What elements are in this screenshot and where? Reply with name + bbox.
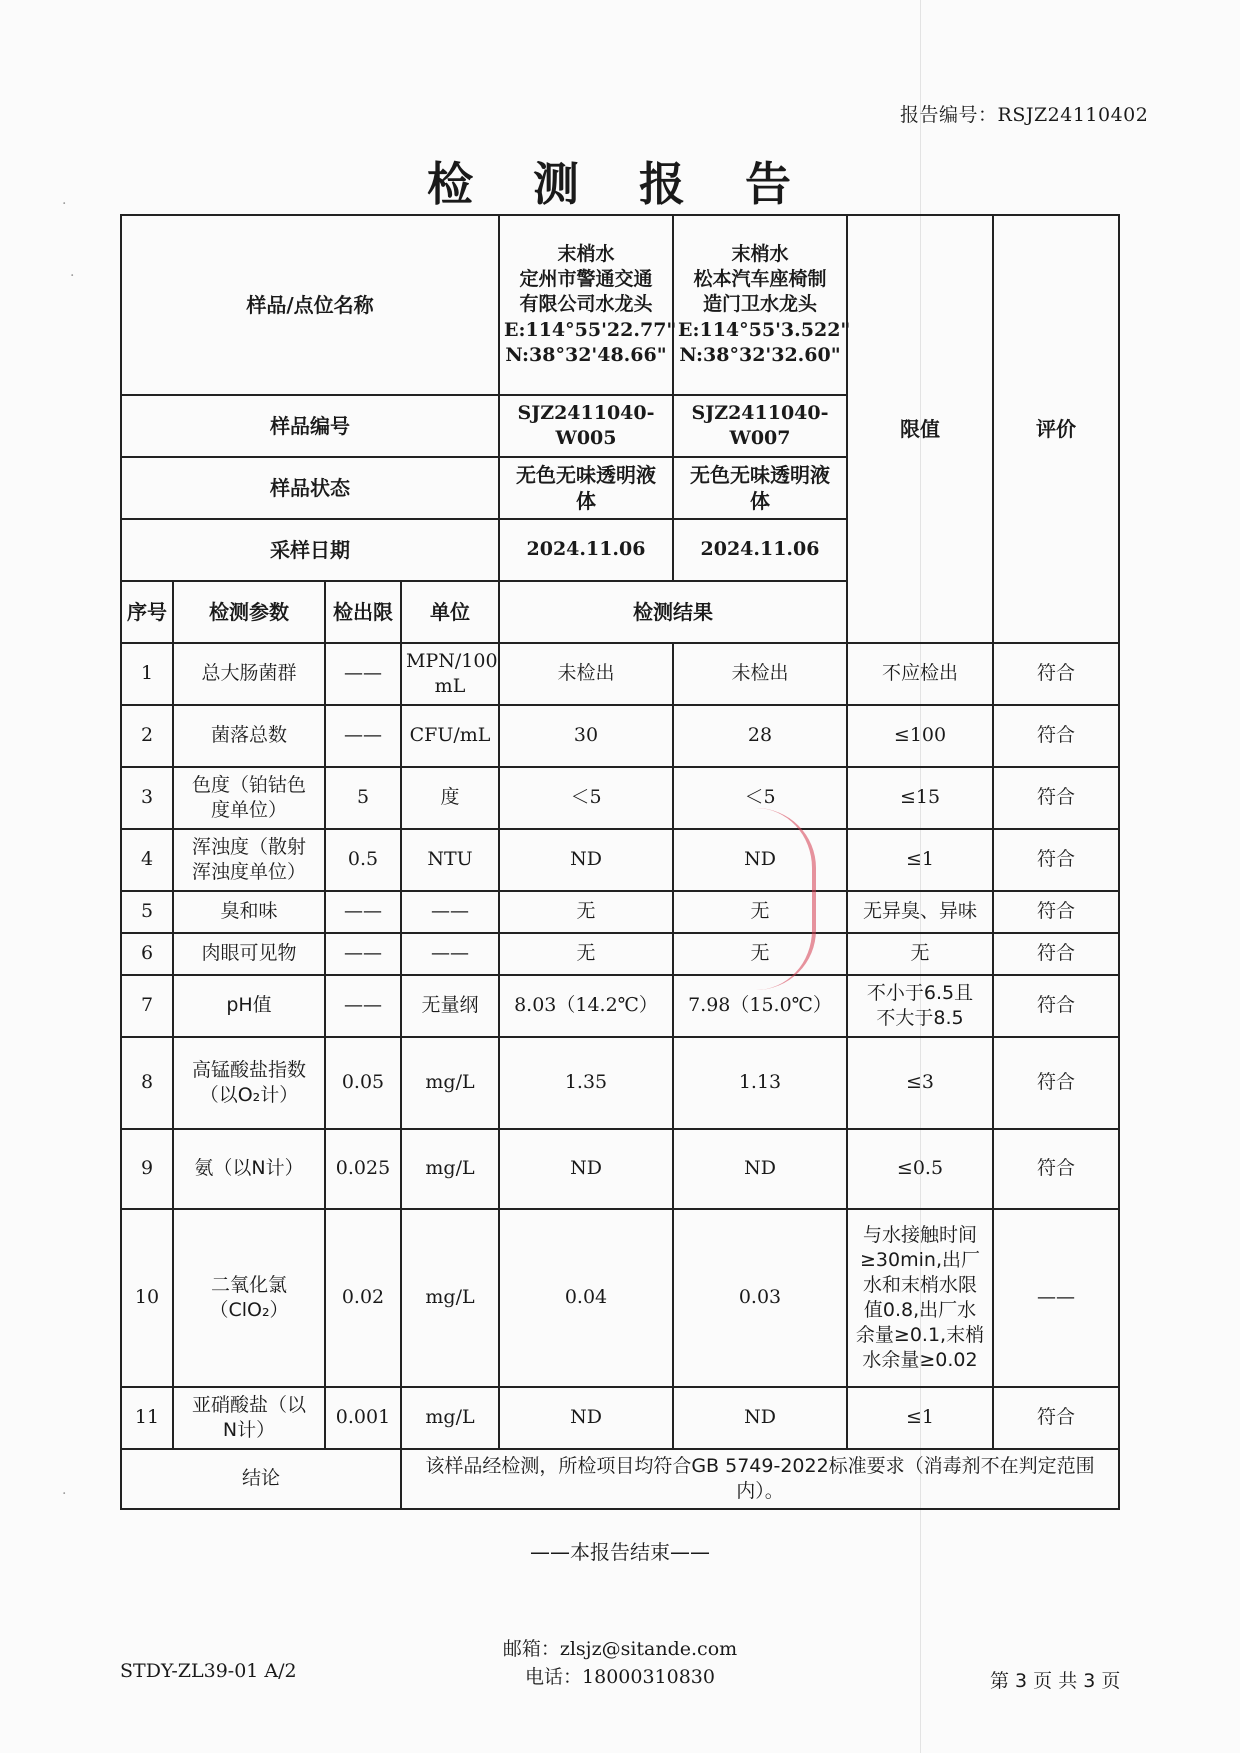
row-result-1: ND	[499, 829, 673, 891]
row-unit: mg/L	[401, 1129, 499, 1209]
page-number: 第 3 页 共 3 页	[990, 1670, 1121, 1692]
row-no: 10	[121, 1209, 173, 1387]
table-row	[121, 1037, 1119, 1129]
row-result-1: 0.04	[499, 1209, 673, 1387]
row-result-2: ND	[673, 1387, 847, 1449]
row-limit: ≤100	[847, 705, 993, 767]
row-param: 氨（以N计）	[173, 1129, 325, 1209]
table-row	[121, 1209, 1119, 1387]
table-row	[121, 705, 1119, 767]
row-unit: mg/L	[401, 1209, 499, 1387]
table-row	[121, 933, 1119, 975]
row-result-1: 30	[499, 705, 673, 767]
row-result-1: ND	[499, 1129, 673, 1209]
row-result-2: 0.03	[673, 1209, 847, 1387]
row-no: 1	[121, 643, 173, 705]
row-result-1: 8.03（14.2℃）	[499, 975, 673, 1037]
row-no: 11	[121, 1387, 173, 1449]
scan-mark: ·	[62, 196, 67, 212]
row-evaluation: 符合	[993, 643, 1119, 705]
email-value: zlsjz@sitande.com	[559, 1638, 738, 1660]
point-name-label: 样品/点位名称	[121, 215, 499, 395]
row-no: 7	[121, 975, 173, 1037]
table-row	[121, 767, 1119, 829]
row-detection-limit: 0.05	[325, 1037, 401, 1129]
row-limit: ≤1	[847, 829, 993, 891]
row-no: 3	[121, 767, 173, 829]
row-unit: NTU	[401, 829, 499, 891]
scan-mark: ·	[70, 268, 75, 284]
row-unit: 度	[401, 767, 499, 829]
row-result-2: 7.98（15.0℃）	[673, 975, 847, 1037]
email-label: 邮箱：	[502, 1638, 560, 1660]
row-limit: 无	[847, 933, 993, 975]
row-param: 色度（铂钴色 度单位）	[173, 767, 325, 829]
row-result-1: 未检出	[499, 643, 673, 705]
row-result-1: ND	[499, 1387, 673, 1449]
sample-2-state: 无色无味透明液 体	[673, 457, 847, 519]
row-evaluation: 符合	[993, 767, 1119, 829]
sample-2-date: 2024.11.06	[673, 519, 847, 581]
row-unit: MPN/100 mL	[401, 643, 499, 705]
form-code: STDY-ZL39-01 A/2	[120, 1660, 297, 1682]
col-dl-header: 检出限	[325, 581, 401, 643]
row-evaluation: 符合	[993, 933, 1119, 975]
row-detection-limit: ——	[325, 891, 401, 933]
row-evaluation: 符合	[993, 891, 1119, 933]
row-limit: 不应检出	[847, 643, 993, 705]
sample-1-no: SJZ2411040- W005	[499, 395, 673, 457]
row-no: 6	[121, 933, 173, 975]
row-result-1: ＜5	[499, 767, 673, 829]
row-limit: 不小于6.5且 不大于8.5	[847, 975, 993, 1037]
row-detection-limit: ——	[325, 643, 401, 705]
row-evaluation: 符合	[993, 829, 1119, 891]
row-unit: mg/L	[401, 1037, 499, 1129]
row-detection-limit: 0.025	[325, 1129, 401, 1209]
row-param: 臭和味	[173, 891, 325, 933]
row-param: 高锰酸盐指数 （以O₂计）	[173, 1037, 325, 1129]
table-row	[121, 643, 1119, 705]
row-result-2: 28	[673, 705, 847, 767]
row-param: 浑浊度（散射 浑浊度单位）	[173, 829, 325, 891]
row-param: 二氧化氯 （ClO₂）	[173, 1209, 325, 1387]
sample-2-no: SJZ2411040- W007	[673, 395, 847, 457]
table-row	[121, 1129, 1119, 1209]
sample-state-label: 样品状态	[121, 457, 499, 519]
row-result-1: 无	[499, 891, 673, 933]
row-param: 肉眼可见物	[173, 933, 325, 975]
sample-1-date: 2024.11.06	[499, 519, 673, 581]
row-result-2: 无	[673, 891, 847, 933]
row-result-1: 1.35	[499, 1037, 673, 1129]
row-result-2: 1.13	[673, 1037, 847, 1129]
conclusion-row	[121, 1449, 1119, 1509]
report-number-value: RSJZ24110402	[997, 104, 1149, 126]
row-param: 总大肠菌群	[173, 643, 325, 705]
sample-no-label: 样品编号	[121, 395, 499, 457]
limit-header: 限值	[847, 215, 993, 643]
table-row	[121, 975, 1119, 1037]
row-param: 亚硝酸盐（以 N计）	[173, 1387, 325, 1449]
row-detection-limit: ——	[325, 975, 401, 1037]
sample-2-point-name: 末梢水 松本汽车座椅制 造门卫水龙头 E:114°55'3.522" N:38°32'32.60"	[673, 215, 847, 395]
table-row	[121, 829, 1119, 891]
page-title: 检 测 报 告	[426, 157, 814, 211]
row-detection-limit: 5	[325, 767, 401, 829]
row-result-2: ＜5	[673, 767, 847, 829]
row-detection-limit: ——	[325, 705, 401, 767]
row-evaluation: 符合	[993, 975, 1119, 1037]
conclusion-label: 结论	[121, 1449, 401, 1509]
row-evaluation: 符合	[993, 1037, 1119, 1129]
sample-1-state: 无色无味透明液 体	[499, 457, 673, 519]
report-end-text: ——本报告结束——	[530, 1540, 710, 1564]
row-limit: 无异臭、异味	[847, 891, 993, 933]
report-number	[900, 100, 1148, 127]
sampling-date-label: 采样日期	[121, 519, 499, 581]
row-limit: ≤1	[847, 1387, 993, 1449]
table-row	[121, 891, 1119, 933]
row-result-2: ND	[673, 829, 847, 891]
row-detection-limit: 0.001	[325, 1387, 401, 1449]
row-limit: 与水接触时间 ≥30min,出厂 水和末梢水限 值0.8,出厂水 余量≥0.1,末梢 水余量≥0.02	[847, 1209, 993, 1387]
row-unit: ——	[401, 933, 499, 975]
row-limit: ≤15	[847, 767, 993, 829]
row-unit: ——	[401, 891, 499, 933]
row-result-2: ND	[673, 1129, 847, 1209]
row-detection-limit: ——	[325, 933, 401, 975]
row-unit: mg/L	[401, 1387, 499, 1449]
row-detection-limit: 0.5	[325, 829, 401, 891]
col-no-header: 序号	[121, 581, 173, 643]
report-number-label: 报告编号：	[900, 104, 998, 126]
evaluation-header: 评价	[993, 215, 1119, 643]
row-no: 5	[121, 891, 173, 933]
row-evaluation: 符合	[993, 1129, 1119, 1209]
row-no: 8	[121, 1037, 173, 1129]
row-no: 4	[121, 829, 173, 891]
row-evaluation: ——	[993, 1209, 1119, 1387]
col-results-header: 检测结果	[499, 581, 847, 643]
row-detection-limit: 0.02	[325, 1209, 401, 1387]
row-no: 9	[121, 1129, 173, 1209]
row-param: pH值	[173, 975, 325, 1037]
row-param: 菌落总数	[173, 705, 325, 767]
col-unit-header: 单位	[401, 581, 499, 643]
sample-1-point-name: 末梢水 定州市警通交通 有限公司水龙头 E:114°55'22.77" N:38°32'48.66"	[499, 215, 673, 395]
row-result-1: 无	[499, 933, 673, 975]
row-evaluation: 符合	[993, 1387, 1119, 1449]
row-limit: ≤3	[847, 1037, 993, 1129]
col-param-header: 检测参数	[173, 581, 325, 643]
conclusion-text: 该样品经检测，所检项目均符合GB 5749-2022标准要求（消毒剂不在判定范围内）。	[401, 1449, 1119, 1509]
row-result-2: 未检出	[673, 643, 847, 705]
test-report-table	[120, 214, 1120, 1510]
point-name-row	[121, 215, 1119, 395]
scan-mark: ·	[62, 1486, 67, 1502]
row-limit: ≤0.5	[847, 1129, 993, 1209]
phone-value: 18000310830	[582, 1665, 715, 1688]
row-evaluation: 符合	[993, 705, 1119, 767]
row-no: 2	[121, 705, 173, 767]
row-result-2: 无	[673, 933, 847, 975]
phone-label: 电话：	[525, 1665, 583, 1688]
row-unit: 无量纲	[401, 975, 499, 1037]
row-unit: CFU/mL	[401, 705, 499, 767]
table-row	[121, 1387, 1119, 1449]
